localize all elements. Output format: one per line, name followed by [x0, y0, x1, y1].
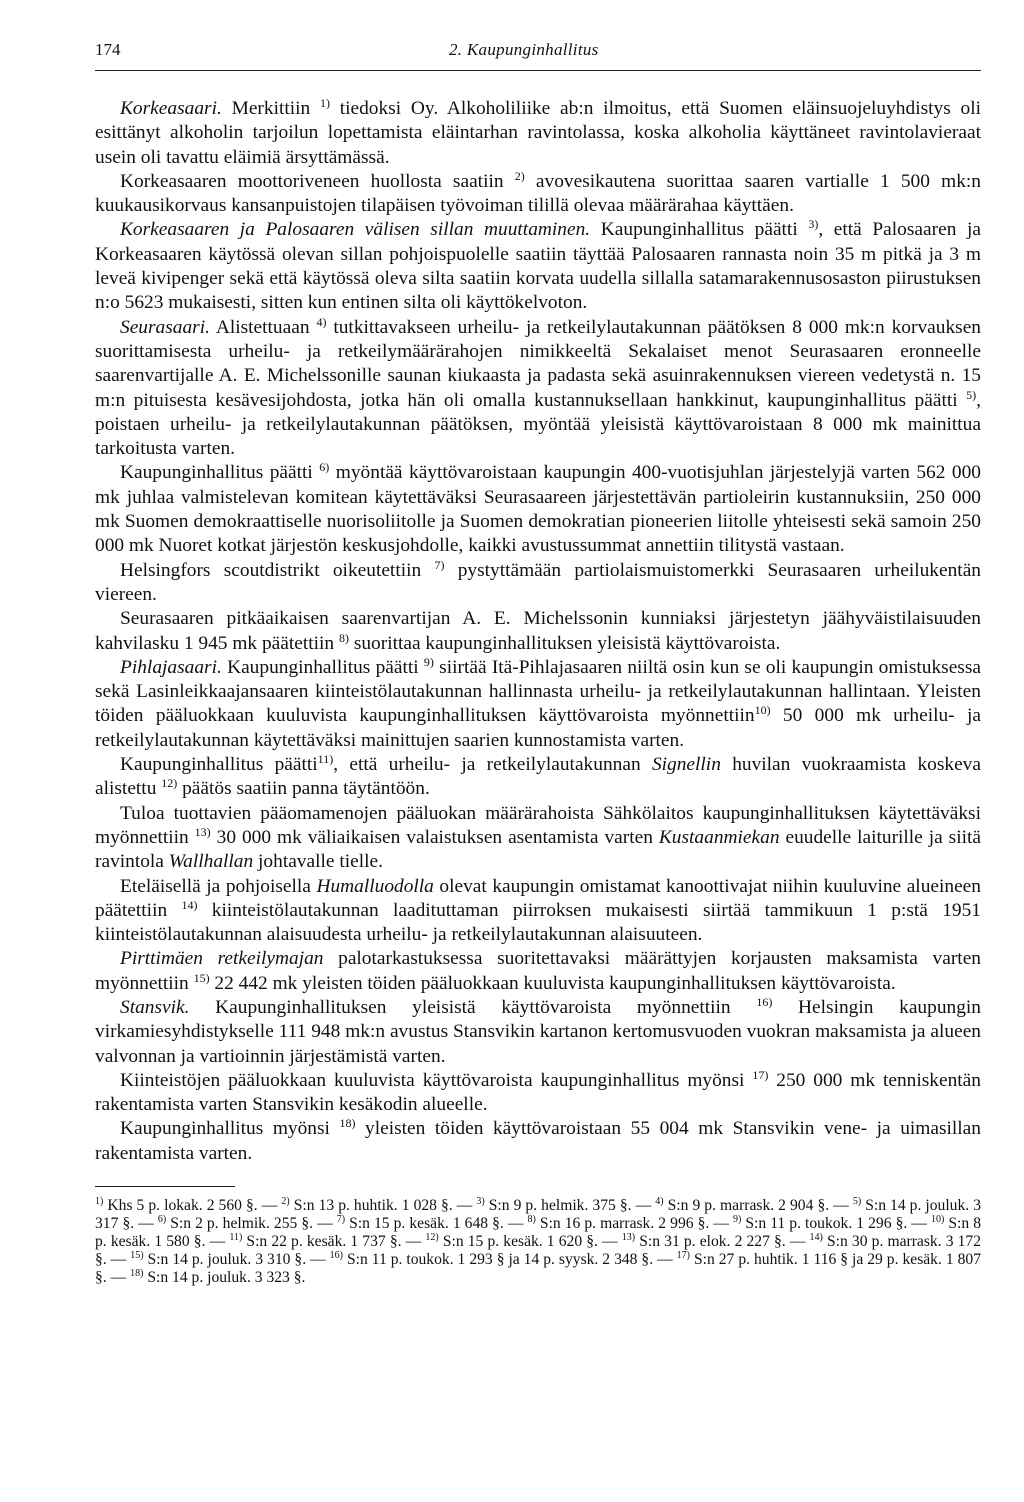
- text-run: Tuloa tuottavien pääomamenojen pääluokan määrärahoista Sähkölaitos kaupunginhallituksen käytettäväksi myönnettiin: [95, 802, 981, 848]
- footnote-ref: 16): [756, 994, 773, 1009]
- footnote-ref: 6): [319, 460, 330, 475]
- footnote-ref: 3): [808, 217, 819, 232]
- footnote-ref: 14): [181, 897, 198, 912]
- text-run: Kaupunginhallitus päätti: [120, 754, 318, 776]
- text-run: olevat kaupungin omistamat kanoottivajat niihin kuuluvine alueineen päätettiin: [95, 875, 981, 921]
- italic-text: Humalluodolla: [316, 875, 434, 897]
- italic-text: Wallhallan: [168, 851, 254, 873]
- text-run: S:n 30 p. marrask. 3 172 §. —: [95, 1233, 982, 1269]
- italic-text: Signellin: [651, 754, 721, 776]
- paragraph: [95, 170, 981, 219]
- paragraph: [95, 1117, 981, 1166]
- paragraph: [95, 316, 981, 462]
- text-run: johtavalle tielle.: [253, 851, 383, 873]
- text-run: Merkittiin: [221, 98, 320, 119]
- footnote-ref: 12): [425, 1232, 439, 1244]
- text-run: yleisten töiden käyttövaroistaan 55 004 mk Stansvikin vene- ja uimasillan rakentamista varten.: [95, 1118, 981, 1164]
- italic-text: Kustaanmiekan: [658, 826, 780, 848]
- running-title: 2. Kaupunginhallitus: [449, 40, 599, 59]
- footnote-rule: [95, 1186, 235, 1187]
- text-run: 250 000 mk tenniskentän rakentamista varten Stansvikin kesäkodin alueelle.: [95, 1069, 981, 1116]
- footnote-ref: 16): [329, 1250, 343, 1262]
- text-run: suorittaa kaupunginhallituksen yleisistä käyttövaroista.: [348, 632, 781, 654]
- text-run: S:n 2 p. helmik. 255 §. —: [166, 1215, 337, 1233]
- footnote-ref: 7): [336, 1214, 346, 1226]
- italic-text: Pirttimäen retkeilymajan: [120, 948, 324, 970]
- text-run: siirtää Itä-Pihlajasaaren niiltä osin kun se oli kaupungin omistuksessa sekä Lasinleikkaajansaaren kiinteistölautakunnan hallinnasta urheilu- ja retkeilylautakunnan hallintaan. Yleisten töiden pääluokkaan kuuluvista kaupunginhallituksen käyttövaroista myönnettiin: [95, 656, 981, 727]
- footnote-ref: 13): [621, 1232, 636, 1244]
- footnote-ref: 13): [194, 824, 211, 839]
- footnote-ref: 5): [966, 387, 977, 402]
- footnote-ref: 10): [930, 1214, 945, 1226]
- text-run: Seurasaaren pitkäaikaisen saarenvartijan A. E. Michelssonin kunniaksi järjestetyn jäähyväistilaisuuden kahvilasku 1 945 mk päätettiin: [95, 608, 981, 654]
- text-run: tutkittavakseen urheilu- ja retkeilylautakunnan päätöksen 8 000 mk:n korvauksen suorittamisesta urheilu- ja retkeilymäärärahojen nimikkeeltä Sekalaiset menot Seurasaaren eronneelle saarenvartijalle A. E. Michelssonille saunan kiukaasta ja padasta sekä asuinrakennuksen viereen vedetystä n. 15 m:n pituisesta kesävesijohdosta, jotka hän oli omalla kustannuksellaan hankkinut, kaupunginhallitus päätti: [95, 316, 981, 411]
- paragraph: [95, 753, 981, 802]
- text-run: Kaupunginhallitus myönsi: [120, 1118, 340, 1140]
- text-run: myöntää käyttövaroistaan kaupungin 400-vuotisjuhlan järjestelyjä varten 562 000 mk juhlaa valmistelevan komitean käytettäväksi Seurasaareen järjestettävän partioleirin kustannuksiin, 250 000 mk Suomen demokraattiselle nuorisoliitolle ja Suomen demokratian pioneerien liitolle yhteisesti sekä samoin 250 000 mk Nuoret kotkat järjestön keskusjohdolle, kaikki avustussummat annettiin tilitystä vastaan.: [95, 462, 981, 557]
- text-run: huvilan vuokraamista koskeva alistettu: [95, 754, 981, 800]
- paragraph: [95, 947, 981, 996]
- text-run: Korkeasaaren moottoriveneen huollosta saatiin: [120, 170, 515, 192]
- footnote-ref: 7): [434, 557, 445, 572]
- paragraph: [95, 461, 981, 558]
- footnote-ref: 15): [130, 1250, 144, 1262]
- footnote-ref: 2): [281, 1196, 290, 1208]
- footnote-ref: 4): [655, 1196, 664, 1208]
- text-run: S:n 14 p. jouluk. 3 323 §.: [143, 1269, 306, 1287]
- text-run: Alistettuaan: [209, 316, 317, 338]
- italic-text: Korkeasaari.: [120, 98, 222, 119]
- body-text: [95, 97, 981, 1166]
- text-run: Helsingin kaupungin virkamiesyhdistykselle 111 948 mk:n avustus Stansvikin kartanon kertomusvuoden vuokran maksamista ja alueen valvonnan ja vartioinnin järjestämistä varten.: [95, 996, 981, 1067]
- text-run: S:n 27 p. huhtik. 1 116 § ja 29 p. kesäk. 1 807 §. —: [95, 1251, 982, 1287]
- paragraph: [95, 1069, 981, 1118]
- text-run: S:n 15 p. kesäk. 1 648 §. —: [345, 1215, 528, 1233]
- footnote-ref: 14): [809, 1232, 823, 1244]
- text-run: S:n 9 p. helmik. 375 §. —: [484, 1197, 656, 1215]
- text-run: , poistaen urheilu- ja retkeilylautakunnan päätöksen, myöntää yleisistä käyttövaroistaan 8 000 mk mainittua tarkoitusta varten.: [95, 389, 981, 460]
- text-run: 30 000 mk väliaikaisen valaistuksen asentamista varten: [210, 826, 659, 848]
- footnote-ref: 15): [193, 970, 210, 985]
- text-run: Khs 5 p. lokak. 2 560 §. —: [103, 1197, 282, 1215]
- text-run: palotarkastuksessa suoritettavaksi määrättyjen korjausten maksamista varten myönnettiin: [95, 948, 981, 994]
- text-run: S:n 11 p. toukok. 1 293 § ja 14 p. syysk. 2 348 §. —: [342, 1251, 677, 1269]
- text-run: avovesikautena suorittaa saaren vartialle 1 500 mk:n kuukausikorvaus kansanpuistojen tilapäisen työvoiman tilillä olevaa määrärahaa käyttäen.: [95, 170, 981, 217]
- italic-text: Pihlajasaari.: [120, 656, 222, 678]
- paragraph: [95, 97, 981, 170]
- text-run: Kaupunginhallituksen yleisistä käyttövaroista myönnettiin: [189, 996, 757, 1018]
- footnote-ref: 6): [157, 1214, 167, 1226]
- document-page: [95, 40, 981, 1287]
- text-run: 50 000 mk urheilu- ja retkeilylautakunnan käytettäväksi mainittujen saarien kunnostamista varten.: [95, 705, 981, 751]
- page-header: [95, 40, 981, 66]
- paragraph: [95, 559, 981, 608]
- footnote-ref: 10): [754, 703, 771, 718]
- header-rule: [95, 70, 981, 71]
- text-run: S:n 13 p. huhtik. 1 028 §. —: [289, 1197, 477, 1215]
- text-run: 22 442 mk yleisten töiden pääluokkaan kuuluvista kaupunginhallituksen käyttövaroista.: [209, 972, 896, 994]
- text-run: euudelle laiturille ja siitä ravintola: [95, 826, 981, 873]
- italic-text: Stansvik.: [120, 996, 190, 1018]
- footnote-ref: 18): [339, 1116, 356, 1131]
- text-run: S:n 11 p. toukok. 1 296 §. —: [741, 1215, 931, 1233]
- footnote-ref: 8): [338, 630, 349, 645]
- text-run: kiinteistölautakunnan laadituttaman piirroksen mukaisesti siirtää tammikuun 1 p:stä 1951 kiinteistölautakunnan alaisuudesta urheilu- ja retkeilylautakunnan alaisuuteen.: [95, 899, 981, 946]
- footnote-ref: 1): [95, 1196, 104, 1208]
- text-run: päätös saatiin panna täytäntöön.: [177, 778, 430, 800]
- text-run: S:n 14 p. jouluk. 3 317 §. —: [95, 1197, 981, 1233]
- text-run: Eteläisellä ja pohjoisella: [120, 875, 317, 897]
- text-run: , että urheilu- ja retkeilylautakunnan: [333, 754, 652, 776]
- footnote-ref: 17): [752, 1067, 769, 1082]
- footnote-ref: 4): [316, 314, 327, 329]
- page-number: 174: [95, 40, 121, 59]
- text-run: S:n 15 p. kesäk. 1 620 §. —: [438, 1233, 622, 1251]
- text-run: Kaupunginhallitus päätti: [120, 462, 320, 484]
- footnote-ref: 9): [732, 1214, 742, 1226]
- footnotes: [95, 1197, 981, 1287]
- paragraph: [95, 607, 981, 656]
- footnote-ref: 11): [229, 1232, 243, 1244]
- text-run: S:n 31 p. elok. 2 227 §. —: [635, 1233, 810, 1251]
- footnote-ref: 11): [317, 752, 334, 767]
- footnote-ref: 1): [319, 96, 330, 110]
- text-run: S:n 9 p. marrask. 2 904 §. —: [663, 1197, 853, 1215]
- text-run: , että Palosaaren ja Korkeasaaren käytössä olevan sillan pohjoispuolelle saatiin täyttää Palosaaren rannasta noin 35 m pitkä ja 3 m leveä kivipenger sekä että käytössä oleva silta saatiin korvata uudella sillalla satamarakennusosaston piirustuksen n:o 5623 mukaisesti, sitten kun entinen silta oli käyttökelvoton.: [95, 219, 982, 314]
- paragraph: [95, 656, 981, 753]
- paragraph: [95, 996, 981, 1069]
- footnote-ref: 5): [852, 1196, 862, 1208]
- footnote-ref: 2): [514, 168, 525, 183]
- footnote-ref: 9): [423, 654, 434, 669]
- italic-text: Korkeasaaren ja Palosaaren välisen sillan muuttaminen.: [120, 219, 591, 241]
- text-run: S:n 14 p. jouluk. 3 310 §. —: [143, 1251, 330, 1269]
- text-run: Helsingfors scoutdistrikt oikeutettiin: [120, 559, 435, 581]
- paragraph: [95, 875, 981, 948]
- paragraph: [95, 218, 981, 315]
- text-run: S:n 8 p. kesäk. 1 580 §. —: [95, 1215, 981, 1251]
- text-run: Kiinteistöjen pääluokkaan kuuluvista käyttövaroista kaupunginhallitus myönsi: [120, 1069, 753, 1091]
- text-run: Kaupunginhallitus päätti: [590, 219, 809, 241]
- footnote-ref: 17): [676, 1250, 691, 1262]
- text-run: S:n 22 p. kesäk. 1 737 §. —: [242, 1233, 426, 1251]
- paragraph: [95, 802, 981, 875]
- footnote-ref: 8): [527, 1214, 536, 1226]
- footnote-ref: 18): [130, 1268, 144, 1280]
- text-run: tiedoksi Oy. Alkoholiliike ab:n ilmoitus, että Suomen eläinsuojeluyhdistys oli esittänyt alkoholin tarjoilun lopettamista eläintarhan ravintolassa, koska alkoholia käyttäneet ravintolavieraat usein oli tavattu eläimiä ärsyttämässä.: [95, 98, 981, 168]
- footnote-ref: 12): [161, 776, 178, 791]
- footnote-ref: 3): [476, 1196, 485, 1208]
- text-run: Kaupunginhallitus päätti: [221, 656, 424, 678]
- italic-text: Seurasaari.: [120, 316, 210, 338]
- text-run: pystyttämään partiolaismuistomerkki Seurasaaren urheilukentän viereen.: [95, 559, 981, 605]
- text-run: S:n 16 p. marrask. 2 996 §. —: [535, 1215, 733, 1233]
